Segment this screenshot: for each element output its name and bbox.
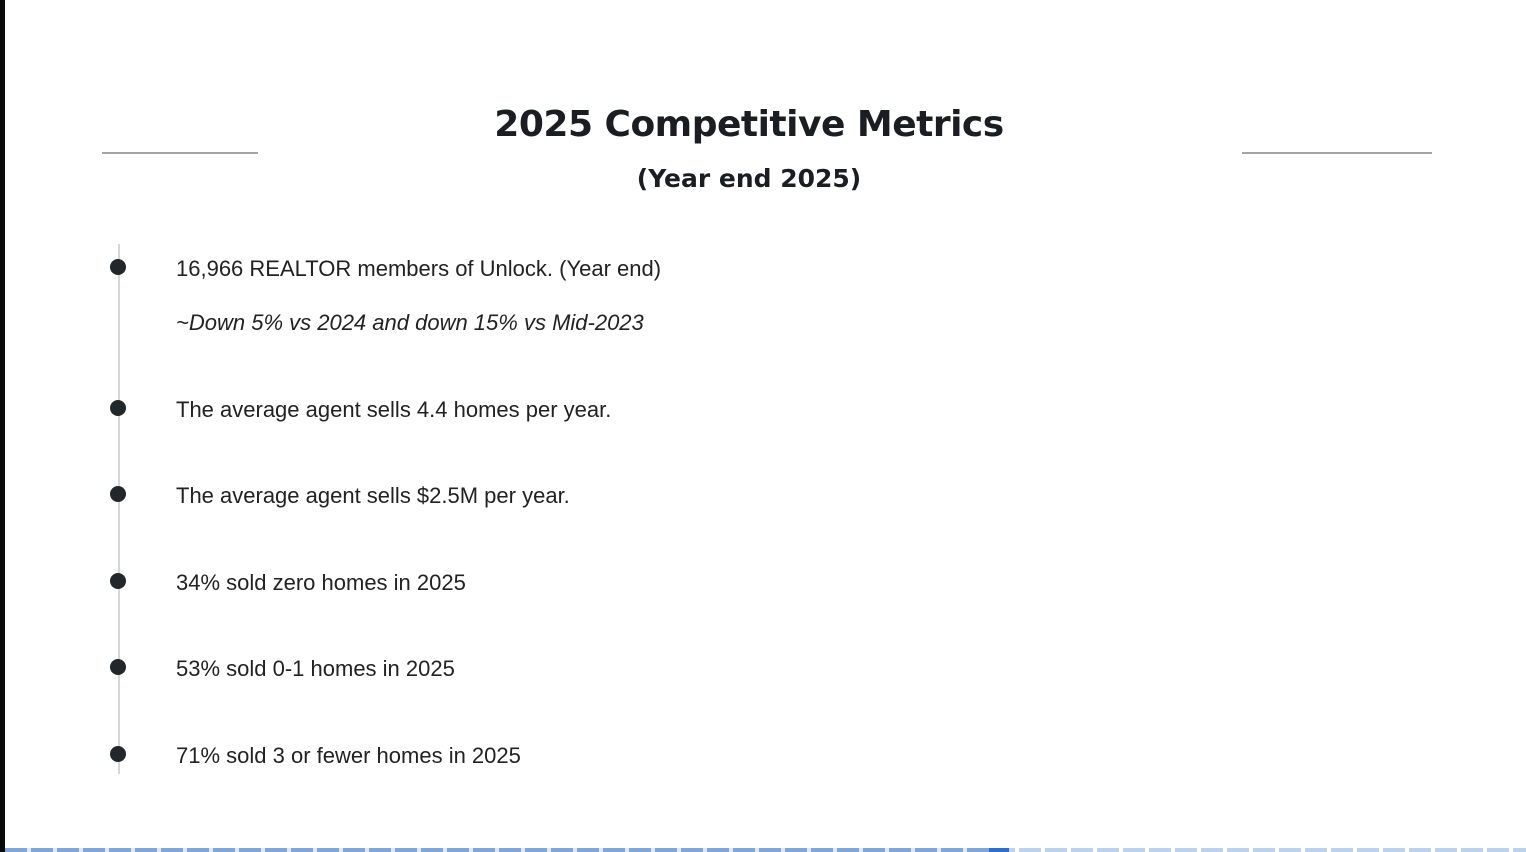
bullet-homes-per-year: The average agent sells 4.4 homes per year.: [176, 397, 612, 422]
slide-title: 2025 Competitive Metrics: [494, 104, 1004, 145]
bullet-members-note: ~Down 5% vs 2024 and down 15% vs Mid-2023: [176, 310, 644, 335]
slide-subtitle: (Year end 2025): [636, 164, 862, 193]
bullet-dot: [110, 746, 126, 762]
bullet-zero-homes: 34% sold zero homes in 2025: [176, 570, 466, 595]
bullet-members: 16,966 REALTOR members of Unlock. (Year end): [176, 256, 662, 281]
bullet-dot: [110, 486, 126, 502]
bullet-dot: [110, 259, 126, 275]
title-rule-left: [102, 152, 258, 154]
bullet-three-or-fewer: 71% sold 3 or fewer homes in 2025: [176, 743, 521, 768]
bullet-dot: [110, 659, 126, 675]
bullet-zero-one-homes: 53% sold 0-1 homes in 2025: [176, 656, 455, 681]
playback-progress-fill: [5, 848, 1009, 852]
bullet-volume-per-year: The average agent sells $2.5M per year.: [176, 483, 570, 508]
title-rule-right: [1242, 152, 1432, 154]
playback-progress-handle[interactable]: [989, 848, 1009, 852]
bullet-timeline-line: [118, 244, 120, 774]
bullet-dot: [110, 573, 126, 589]
bullet-dot: [110, 400, 126, 416]
